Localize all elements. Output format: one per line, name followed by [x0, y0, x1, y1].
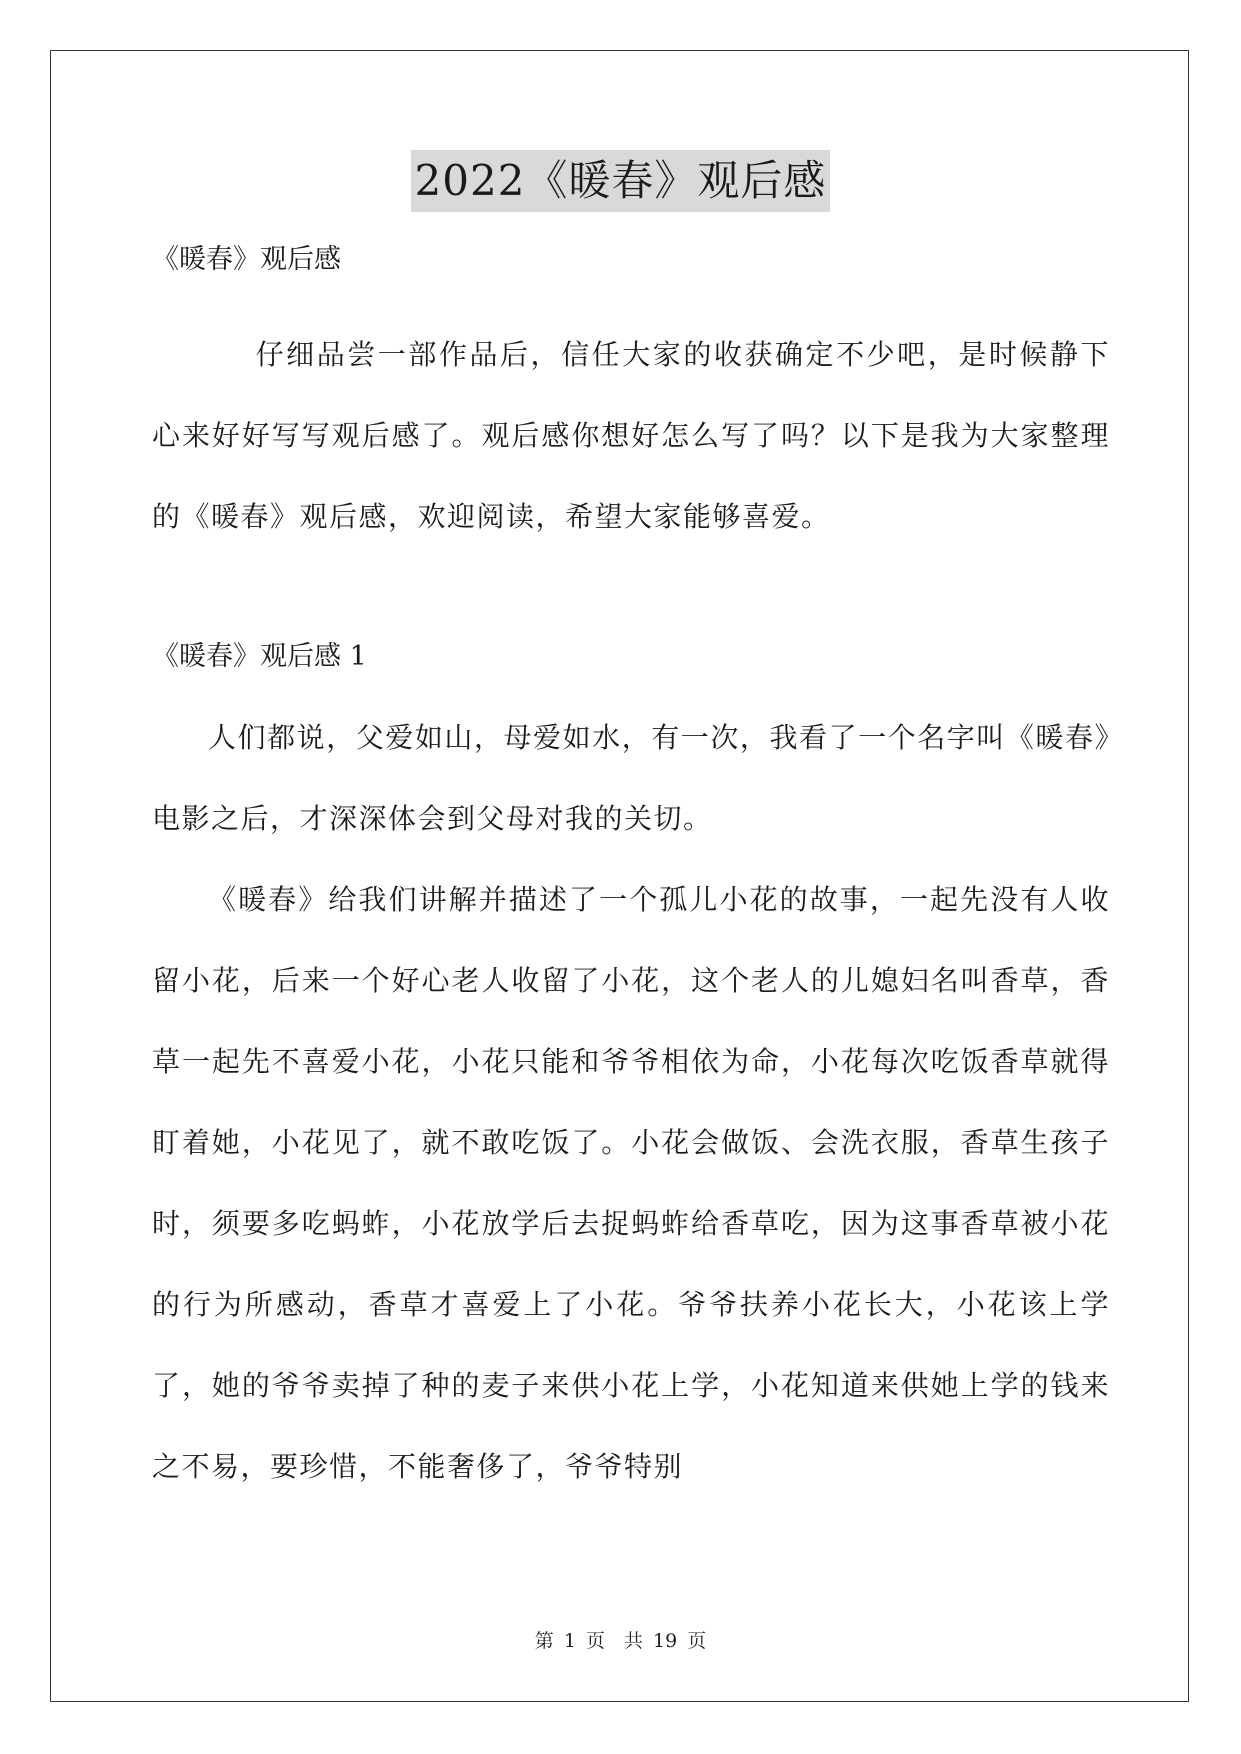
document-body [152, 240, 1110, 1507]
document-title: 2022《暖春》观后感 [411, 150, 831, 212]
section-heading: 《暖春》观后感 1 [152, 641, 367, 672]
title-wrap [0, 150, 1241, 212]
intro-paragraph: 仔细品尝一部作品后，信任大家的收获确定不少吧，是时候静下心来好好写写观后感了。观后感你想好怎么写了吗？以下是我为大家整理的《暖春》观后感，欢迎阅读，希望大家能够喜爱。 [152, 338, 1110, 533]
body-paragraph: 《暖春》给我们讲解并描述了一个孤儿小花的故事，一起先没有人收留小花，后来一个好心老人收留了小花，这个老人的儿媳妇名叫香草，香草一起先不喜爱小花，小花只能和爷爷相依为命，小花每次吃饭香草就得盯着她，小花见了，就不敢吃饭了。小花会做饭、会洗衣服，香草生孩子时，须要多吃蚂蚱，小花放学后去捉蚂蚱给香草吃，因为这事香草被小花的行为所感动，香草才喜爱上了小花。爷爷扶养小花长大，小花该上学了，她的爷爷卖掉了种的麦子来供小花上学，小花知道来供她上学的钱来之不易，要珍惜，不能奢侈了，爷爷特别 [152, 883, 1110, 1483]
subheading: 《暖春》观后感 [152, 244, 341, 275]
page-footer: 第 1 页 共 19 页 [534, 1630, 707, 1652]
body-paragraph: 人们都说，父爱如山，母爱如水，有一次，我看了一个名字叫《暖春》电影之后，才深深体会到父母对我的关切。 [152, 721, 1110, 835]
